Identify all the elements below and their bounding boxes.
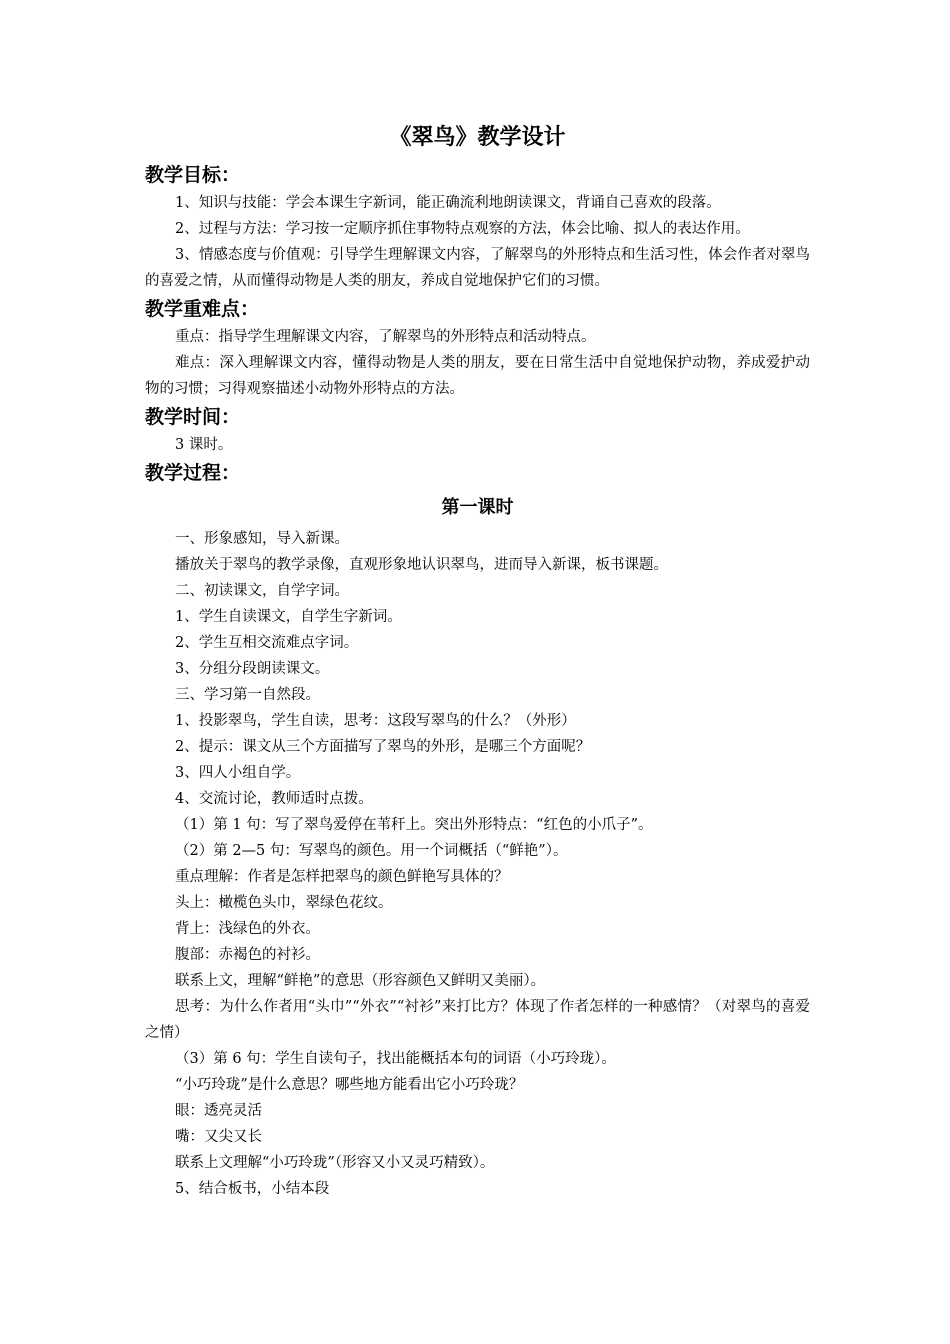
paragraph: 3、分组分段朗读课文。 xyxy=(175,661,330,677)
paragraph: 4、交流讨论，教师适时点拨。 xyxy=(175,791,373,807)
paragraph: 思考：为什么作者用“头巾”“外衣”“衬衫”来打比方？体现了作者怎样的一种感情？（对翠鸟的喜爱之情） xyxy=(145,999,810,1041)
section-heading-process: 教学过程： xyxy=(145,462,241,484)
paragraph: 3 课时。 xyxy=(175,437,233,453)
paragraph: 腹部：赤褐色的衬衫。 xyxy=(175,947,320,963)
paragraph: 一、形象感知，导入新课。 xyxy=(175,531,349,547)
paragraph: （1）第 1 句：写了翠鸟爱停在苇秆上。突出外形特点：“红色的小爪子”。 xyxy=(175,817,653,833)
paragraph: （2）第 2—5 句：写翠鸟的颜色。用一个词概括（“鲜艳”）。 xyxy=(175,843,568,859)
paragraph: 头上：橄榄色头巾，翠绿色花纹。 xyxy=(175,895,393,911)
section-heading-time: 教学时间： xyxy=(145,406,241,428)
paragraph: 联系上文理解“小巧玲珑”（形容又小又灵巧精致）。 xyxy=(175,1155,495,1171)
paragraph: 二、初读课文，自学字词。 xyxy=(175,583,349,599)
paragraph: 3、情感态度与价值观：引导学生理解课文内容，了解翠鸟的外形特点和生活习性，体会作者对翠鸟的喜爱之情，从而懂得动物是人类的朋友，养成自觉地保护它们的习惯。 xyxy=(145,247,810,289)
paragraph: 播放关于翠鸟的教学录像，直观形象地认识翠鸟，进而导入新课，板书课题。 xyxy=(175,557,668,573)
paragraph: “小巧玲珑”是什么意思？哪些地方能看出它小巧玲珑？ xyxy=(175,1077,524,1093)
document-page xyxy=(145,118,810,1202)
paragraph: 联系上文，理解“鲜艳”的意思（形容颜色又鲜明又美丽）。 xyxy=(175,973,546,989)
paragraph: 2、学生互相交流难点字词。 xyxy=(175,635,359,651)
paragraph: 5、结合板书，小结本段 xyxy=(175,1181,330,1197)
document-title: 《翠鸟》教学设计 xyxy=(389,125,566,150)
section-heading-key-points: 教学重难点： xyxy=(145,298,260,320)
paragraph: 三、学习第一自然段。 xyxy=(175,687,320,703)
paragraph: 1、学生自读课文，自学生字新词。 xyxy=(175,609,402,625)
paragraph: 2、过程与方法：学习按一定顺序抓住事物特点观察的方法，体会比喻、拟人的表达作用。 xyxy=(175,221,750,237)
paragraph: 眼：透亮灵活 xyxy=(175,1103,262,1119)
section-heading-objectives: 教学目标： xyxy=(145,164,241,186)
paragraph: 2、提示：课文从三个方面描写了翠鸟的外形，是哪三个方面呢？ xyxy=(175,739,591,755)
paragraph: 1、知识与技能：学会本课生字新词，能正确流利地朗读课文，背诵自己喜欢的段落。 xyxy=(175,195,721,211)
paragraph: 嘴：又尖又长 xyxy=(175,1129,262,1145)
paragraph: 背上：浅绿色的外衣。 xyxy=(175,921,320,937)
paragraph: （3）第 6 句：学生自读句子，找出能概括本句的词语（小巧玲珑）。 xyxy=(175,1051,616,1067)
paragraph: 难点：深入理解课文内容，懂得动物是人类的朋友，要在日常生活中自觉地保护动物，养成爱护动物的习惯；习得观察描述小动物外形特点的方法。 xyxy=(145,355,810,397)
paragraph: 重点理解：作者是怎样把翠鸟的颜色鲜艳写具体的？ xyxy=(175,869,509,885)
lesson-title: 第一课时 xyxy=(441,497,514,518)
paragraph: 3、四人小组自学。 xyxy=(175,765,301,781)
paragraph: 1、投影翠鸟，学生自读，思考：这段写翠鸟的什么？（外形） xyxy=(175,713,576,729)
paragraph: 重点：指导学生理解课文内容，了解翠鸟的外形特点和活动特点。 xyxy=(175,329,596,345)
